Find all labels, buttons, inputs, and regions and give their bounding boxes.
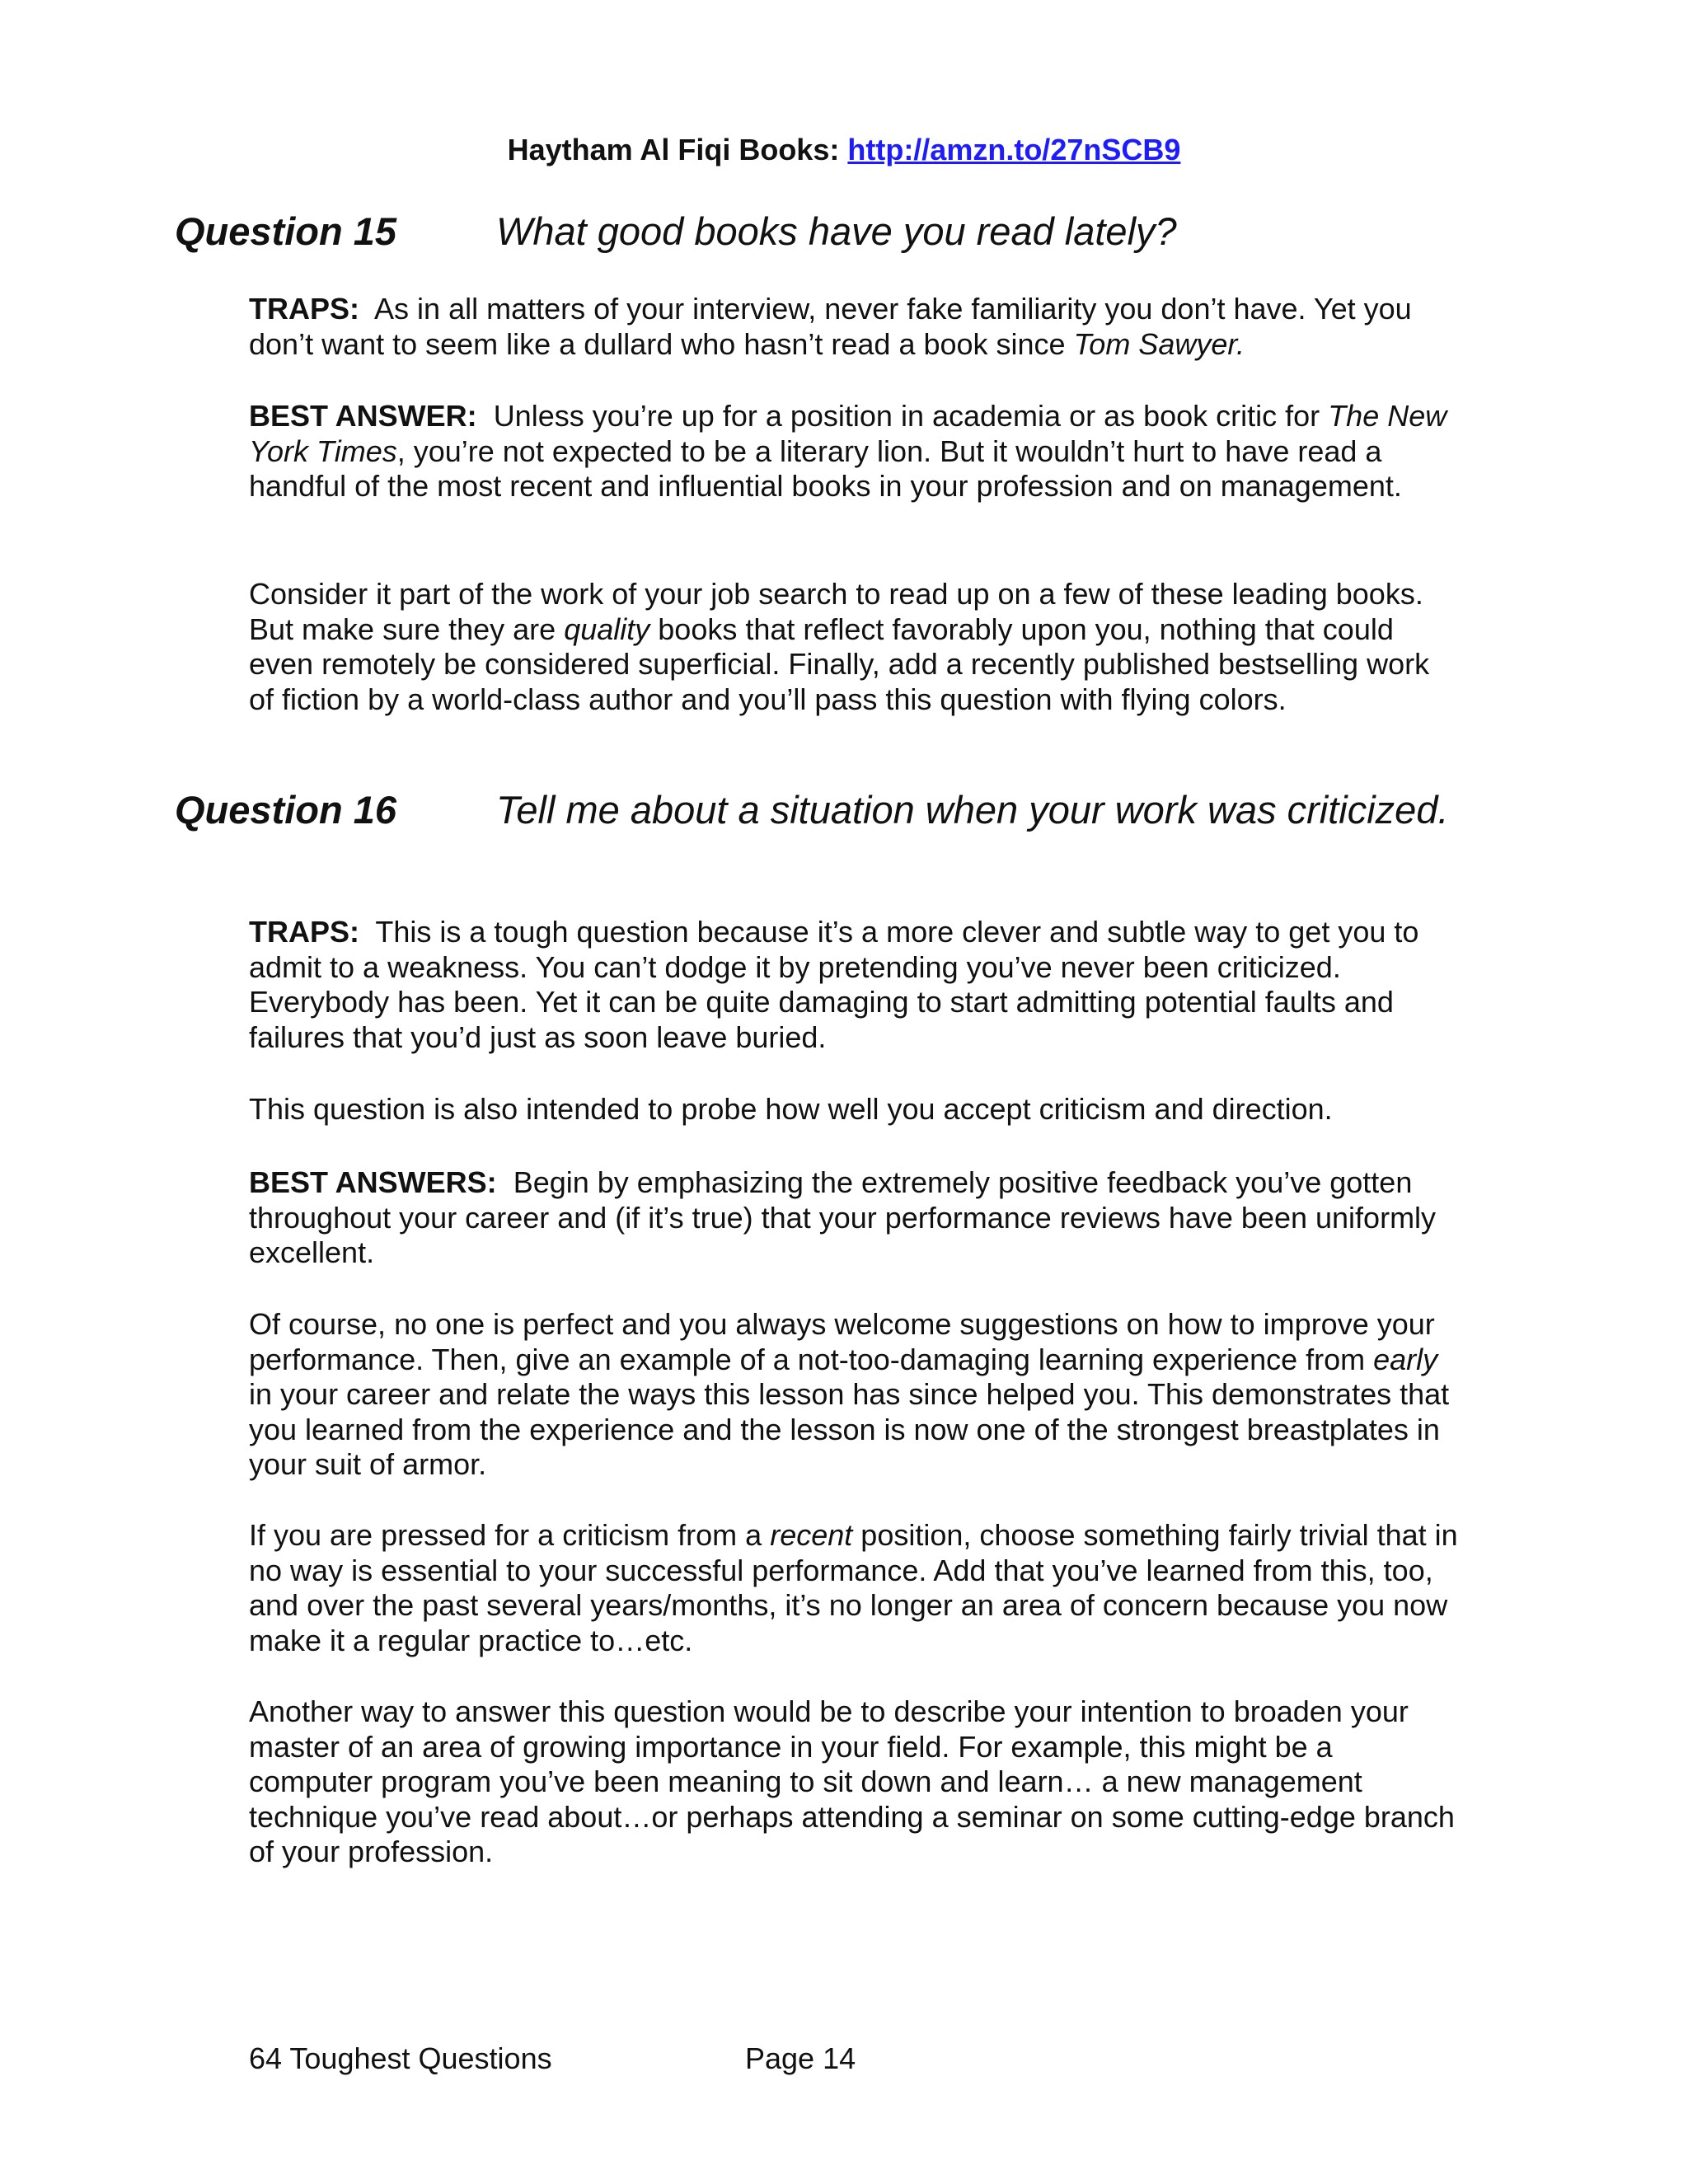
footer-page-number: Page 14 [745, 2041, 856, 2075]
q16-traps-label: TRAPS: [249, 915, 359, 949]
q16-best-answers-paragraph [249, 1165, 1461, 1271]
q16-traps-text: This is a tough question because it’s a more clever and subtle way to get you to admit to a weakness. You can’t dodge it by pretending you’ve never been criticized. Everybody has been. Yet it can be quite damaging to start admitting potential faults and failures that you’d just as soon leave buried. [249, 915, 1419, 1054]
q16-p4-italic: early [1373, 1342, 1438, 1376]
q15-best-label: BEST ANSWER: [249, 399, 477, 433]
q15-best-text-2: , you’re not expected to be a literary lion. But it wouldn’t hurt to have read a handful of the most recent and influential books in your profession and on management. [249, 434, 1402, 503]
question-16-label: Question 16 [175, 788, 397, 832]
question-15-label: Question 15 [175, 209, 397, 253]
q15-p3-text-1: Consider it part of the work of your job search to read up on a few of these leading books. But make sure they are [249, 577, 1423, 646]
q15-paragraph-3 [249, 577, 1461, 717]
q16-probe-text: This question is also intended to probe how well you accept criticism and direction. [249, 1092, 1333, 1126]
q16-best-label: BEST ANSWERS: [249, 1165, 497, 1199]
q15-p3-italic: quality [564, 612, 650, 646]
q15-p3-text-2: books that reflect favorably upon you, nothing that could even remotely be considered superficial. Finally, add a recently published bestselling work of fiction by a world-class author and you’ll pass this question with flying colors. [249, 612, 1430, 716]
question-15-text: What good books have you read lately? [496, 209, 1177, 253]
q16-p6-text: Another way to answer this question would be to describe your intention to broaden your master of an area of growing importance in your field. For example, this might be a computer program you’ve been meaning to sit down and learn… a new management technique you’ve read about…or perhaps attending a seminar on some cutting-edge branch of your profession. [249, 1694, 1455, 1868]
q16-paragraph-6 [249, 1694, 1461, 1870]
q16-p5-italic: recent [770, 1518, 853, 1552]
q16-traps-paragraph [249, 915, 1461, 1055]
q16-p5-text-1: If you are pressed for a criticism from a [249, 1518, 762, 1552]
q15-best-italic: The New York Times [249, 399, 1447, 468]
q16-paragraph-4 [249, 1307, 1461, 1483]
q15-traps-text: As in all matters of your interview, never fake familiarity you don’t have. Yet you don’t want to seem like a dullard who hasn’t read a book since [249, 292, 1412, 361]
q16-p4-text-1: Of course, no one is perfect and you always welcome suggestions on how to improve your performance. Then, give an example of a not-too-damaging learning experience from [249, 1307, 1435, 1376]
q15-best-text-1: Unless you’re up for a position in academia or as book critic for [493, 399, 1320, 433]
books-link[interactable]: http://amzn.to/27nSCB9 [847, 133, 1181, 166]
footer-title: 64 Toughest Questions [249, 2041, 552, 2075]
q16-p4-text-2: in your career and relate the ways this lesson has since helped you. This demonstrates that you learned from the experience and the lesson is now one of the strongest breastplates in your suit of armor. [249, 1377, 1450, 1481]
q15-traps-label: TRAPS: [249, 292, 359, 326]
header-label: Haytham Al Fiqi Books: [507, 133, 840, 166]
page-header [0, 130, 1688, 170]
question-16-text: Tell me about a situation when your work was criticized. [496, 788, 1449, 832]
q16-paragraph-5 [249, 1518, 1461, 1658]
q16-best-text: Begin by emphasizing the extremely positive feedback you’ve gotten throughout your career and (if it’s true) that your performance reviews have been uniformly excellent. [249, 1165, 1437, 1269]
q16-p5-text-2: position, choose something fairly trivial that in no way is essential to your successful performance. Add that you’ve learned from this, too, and over the past several years/months, it’s no longer an area of concern because you now make it a regular practice to…etc. [249, 1518, 1458, 1657]
q15-traps-book: Tom Sawyer. [1073, 326, 1245, 361]
q15-traps-paragraph [249, 292, 1461, 362]
q16-probe-paragraph [249, 1092, 1461, 1127]
q15-best-answer-paragraph [249, 399, 1461, 504]
